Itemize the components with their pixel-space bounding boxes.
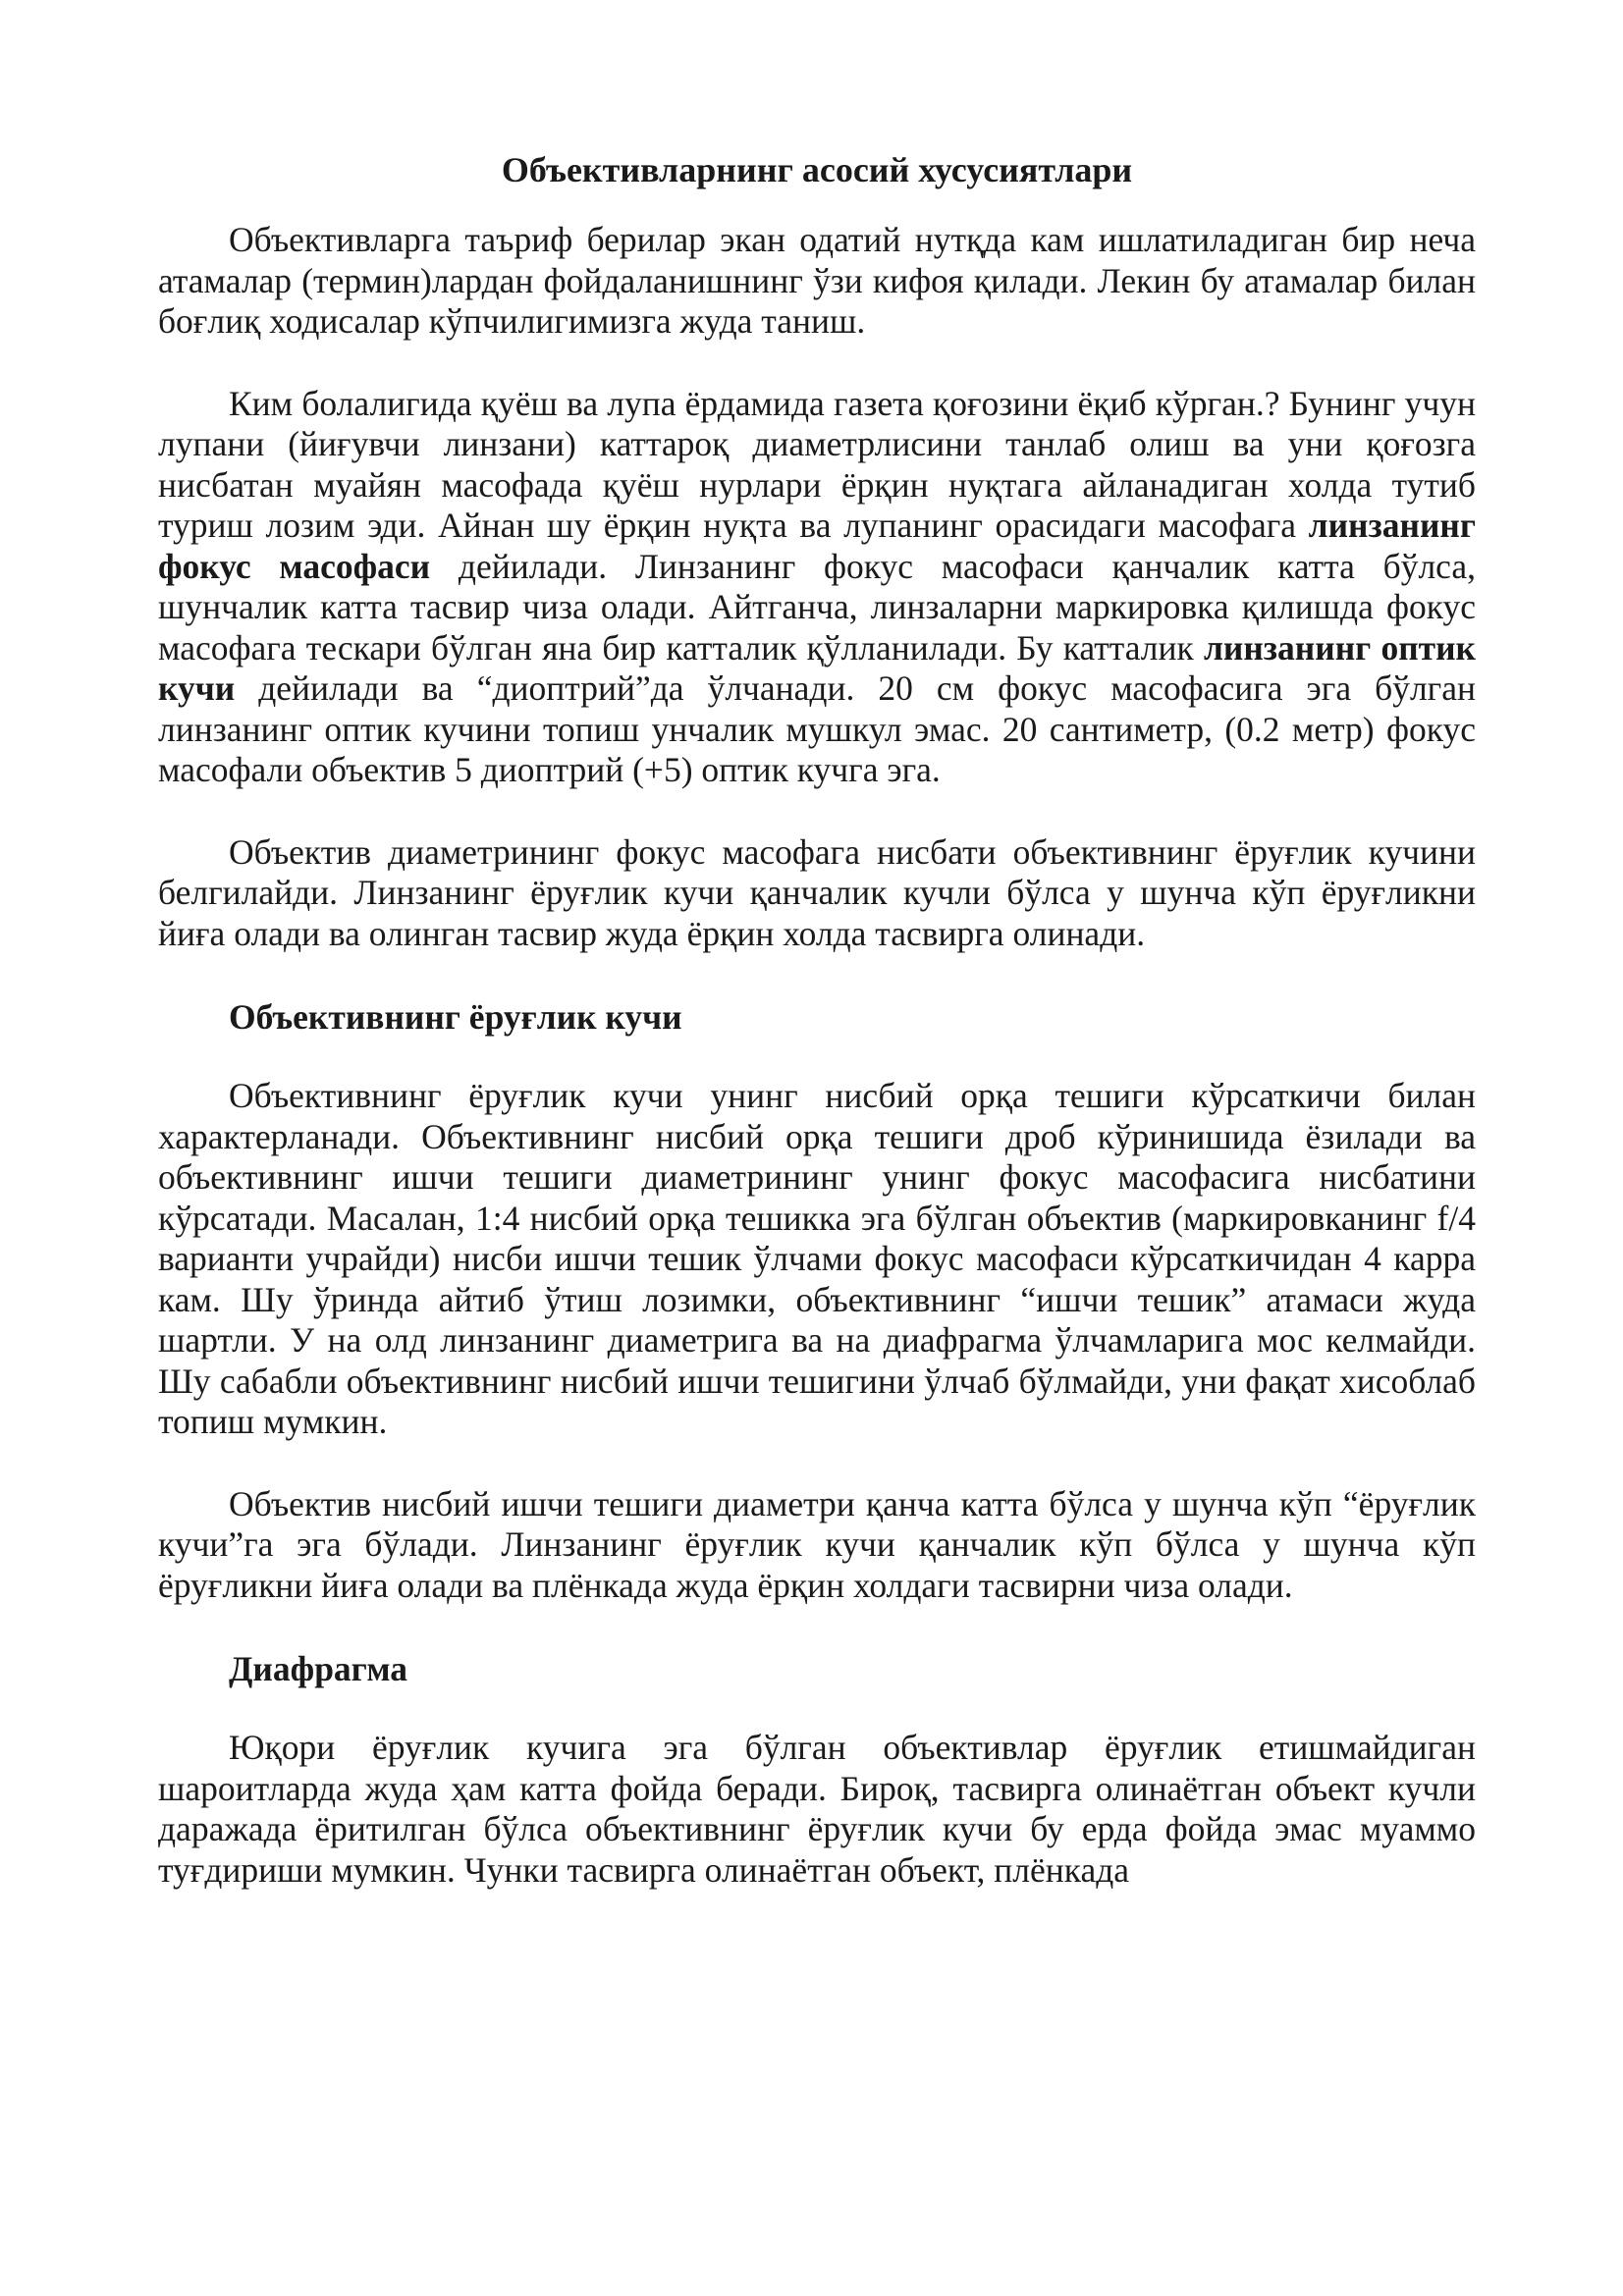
term-optical-power: линзанинг оптик кучи: [158, 627, 1477, 708]
paragraph-relative-aperture: Объективнинг ёруғлик кучи унинг нисбий орқа тешиги кўрсаткичи билан характерланади. Объективнинг нисбий орқа тешиги дроб кўринишида ёзилади ва объективнинг ишчи тешиги диаметрининг унинг фокус масофасига нисбатини кўрсатади. Масалан, 1:4 нисбий орқа тешикка эга бўлган объектив (маркировканинг f/4 варианти учрайди) нисби ишчи тешик ўлчами фокус масофаси кўрсаткичидан 4 карра кам. Шу ўринда айтиб ўтиш лозимки, объективнинг “ишчи тешик” атамаси жуда шартли. У на олд линзанинг диаметрига ва на диафрагма ўлчамларига мос келмайди. Шу сабабли объективнинг нисбий ишчи тешигини ўлчаб бўлмайди, уни фақат хисоблаб топиш мумкин.: [158, 1076, 1476, 1441]
paragraph-light-power: Объектив нисбий ишчи тешиги диаметри қанча катта бўлса у шунча кўп “ёруғлик кучи”га эга бўлади. Линзанинг ёруғлик кучи қанчалик кўп бўлса у шунча кўп ёруғликни йиға олади ва плёнкада жуда ёрқин холдаги тасвирни чиза олади.: [158, 1483, 1476, 1605]
paragraph-diaphragm: Юқори ёруғлик кучига эга бўлган объективлар ёруғлик етишмайдиган шароитларда жуда ҳам катта фойда беради. Бироқ, тасвирга олинаётган объект кучли даражада ёритилган бўлса объективнинг ёруғлик кучи бу ерда фойда эмас муаммо туғдириши мумкин. Чунки тасвирга олинаётган объект, плёнкада: [158, 1728, 1476, 1890]
paragraph-aperture-ratio: Объектив диаметрининг фокус масофага нисбати объективнинг ёруғлик кучини белгилайди. Линзанинг ёруғлик кучи қанчалик кучли бўлса у шунча кўп ёруғликни йиға олади ва олинган тасвир жуда ёрқин холда тасвирга олинади.: [158, 831, 1476, 953]
paragraph-text: Ким болалигида қуёш ва лупа ёрдамида газета қоғозини ёқиб кўрган.? Бунинг учун лупани (йиғувчи линзани) каттароқ диаметрлисини танлаб олиш ва уни қоғозга нисбатан муайян масофада қуёш нурлари ёрқин нуқтага айланадиган холда тутиб туриш лозим эди. Айнан шу ёрқин нуқта ва лупанинг орасидаги масофага: [158, 383, 1476, 545]
paragraph-text: дейилади ва “диоптрий”да ўлчанади. 20 см фокус масофасига эга бўлган линзанинг оптик кучини топиш унчалик мушкул эмас. 20 сантиметр, (0.2 метр) фокус масофали объектив 5 диоптрий (+5) оптик кучга эга.: [158, 668, 1476, 789]
term-focal-length: линзанинг фокус масофаси: [158, 506, 1476, 586]
paragraph-intro: Объективларга таъриф берилар экан одатий нутқда кам ишлатиладиган бир неча атамалар (термин)лардан фойдаланишнинг ўзи кифоя қилади. Лекин бу атамалар билан боғлиқ ходисалар кўпчилигимизга жуда таниш.: [158, 220, 1476, 341]
document-title: Объективларнинг асосий хусусиятлари: [501, 150, 1133, 189]
paragraph-text: дейилади. Линзанинг фокус масофаси қанчалик катта бўлса, шунчалик катта тасвир чиза олади. Айтганча, линзаларни маркировка қилишда фокус масофага тескари бўлган яна бир катталик қўлланилади. Бу катталик: [158, 546, 1476, 667]
section-heading-diaphragm: Диафрагма: [229, 1649, 408, 1688]
section-heading-light-power: Объективнинг ёруғлик кучи: [229, 997, 682, 1037]
document-body: [158, 147, 1476, 1891]
paragraph-focal-length: [158, 384, 1476, 791]
